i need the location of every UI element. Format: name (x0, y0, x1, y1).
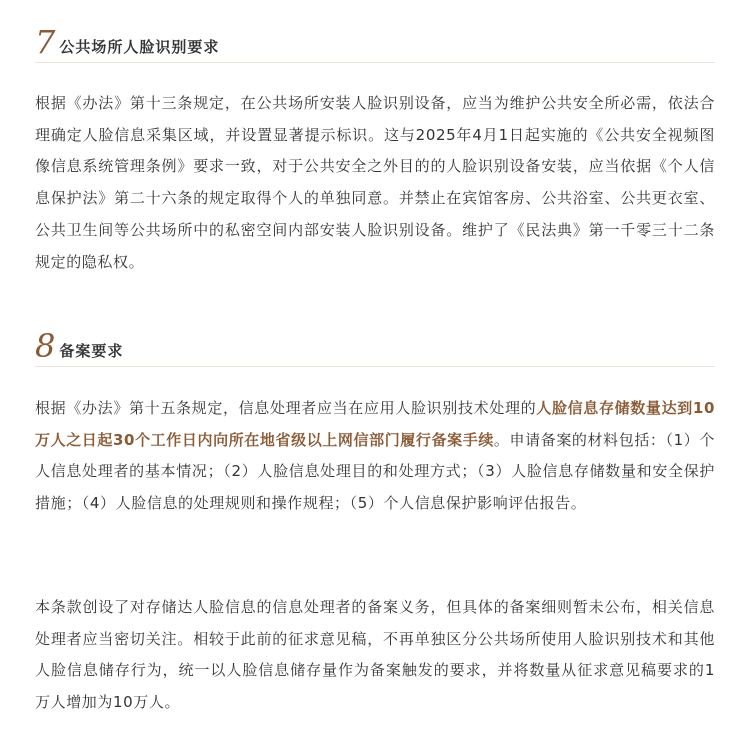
section-number: 7 (35, 23, 56, 61)
section-7-heading (35, 18, 715, 63)
paragraph-text-after: 。申请备案的材料包括：（1）个人信息处理者的基本情况；（2）人脸信息处理目的和处理方式；（3）人脸信息存储数量和安全保护措施；（4）人脸信息的处理规则和操作规程；（5）个人信息保护影响评估报告。 (35, 430, 715, 513)
highlighted-requirement: 人脸信息存储数量达到10万人之日起30个工作日内向所在地省级以上网信部门履行备案手续 (35, 399, 716, 449)
section-7-paragraph: 根据《办法》第十三条规定，在公共场所安装人脸识别设备，应当为维护公共安全所必需，依法合理确定人脸信息采集区域，并设置显著提示标识。这与2025年4月1日起实施的《公共安全视频图像信息系统管理条例》要求一致，对于公共安全之外目的的人脸识别设备安装，应当依据《个人信息保护法》第二十六条的规定取得个人的单独同意。并禁止在宾馆客房、公共浴室、公共更衣室、公共卫生间等公共场所中的私密空间内部安装人脸识别设备。维护了《民法典》第一千零三十二条规定的隐私权。 (35, 94, 715, 271)
section-8-heading (35, 322, 715, 367)
section-number: 8 (35, 327, 56, 365)
section-title: 公共场所人脸识别要求 (59, 38, 220, 56)
section-heading-row (35, 322, 715, 367)
section-8-paragraph-1 (35, 393, 715, 520)
section-title: 备案要求 (59, 342, 124, 360)
paragraph-text-before: 根据《办法》第十五条规定，信息处理者应当在应用人脸识别技术处理的 (35, 399, 537, 417)
section-8-paragraph-2: 本条款创设了对存储达人脸信息的信息处理者的备案义务，但具体的备案细则暂未公布，相关信息处理者应当密切关注。相较于此前的征求意见稿，不再单独区分公共场所使用人脸识别技术和其他人脸信息储存行为，统一以人脸信息储存量作为备案触发的要求，并将数量从征求意见稿要求的1万人增加为10万人。 (35, 598, 715, 712)
section-heading-row (35, 18, 715, 63)
